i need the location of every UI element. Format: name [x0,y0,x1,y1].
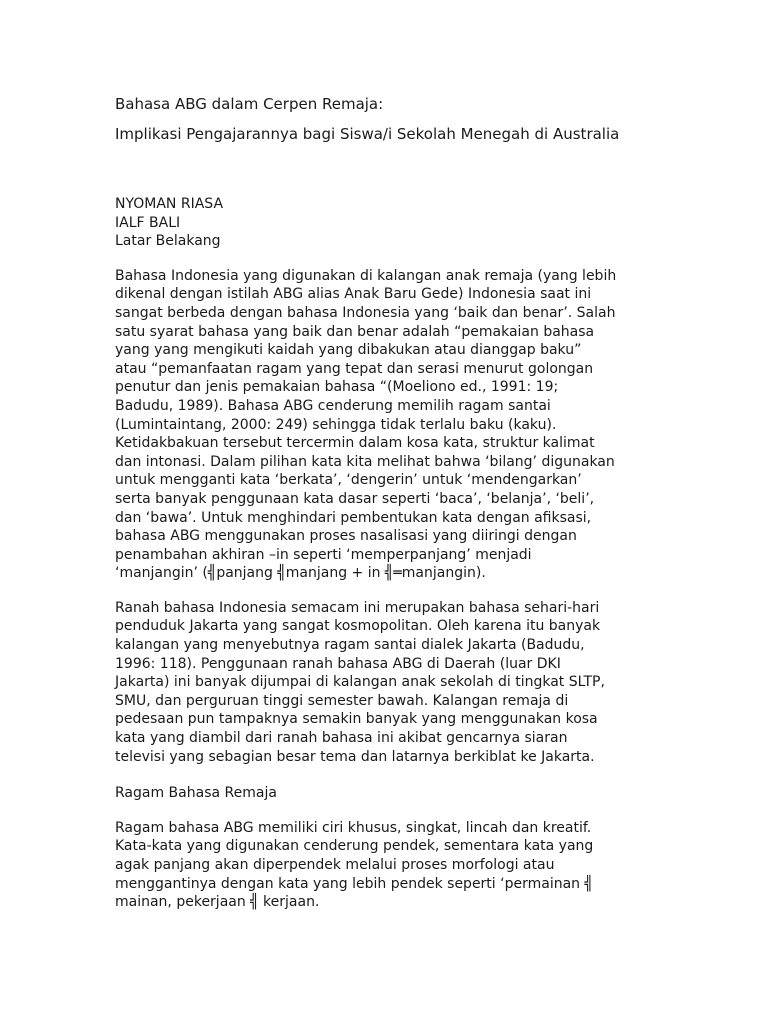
paragraph-line: kalangan yang menyebutnya ragam santai dialek Jakarta (Badudu, [115,637,585,654]
paragraph-line: ‘manjangin’ (╣panjang ╣manjang + in ╣═manjangin). [115,565,486,582]
paragraph-line: (Lumintaintang, 2000: 249) sehingga tidak terlalu baku (kaku). [115,416,557,433]
author-affiliation: IALF BALI [115,214,181,231]
paragraph-line: 1996: 118). Penggunaan ranah bahasa ABG di Daerah (luar DKI [115,655,561,672]
paragraph-line: sangat berbeda dengan bahasa Indonesia yang ‘baik dan benar’. Salah [115,304,616,321]
paragraph-line: Ranah bahasa Indonesia semacam ini merupakan bahasa sehari-hari [115,599,600,616]
paragraph-line: Badudu, 1989). Bahasa ABG cenderung memilih ragam santai [115,397,551,414]
document-title: Bahasa ABG dalam Cerpen Remaja: [115,95,384,113]
paragraph-1 [115,267,675,583]
paragraph-line: yang yang mengikuti kaidah yang dibakukan atau dianggap baku” [115,342,582,359]
paragraph-2 [115,599,675,766]
author-name: NYOMAN RIASA [115,196,224,212]
paragraph-line: penambahan akhiran –in seperti ‘memperpanjang’ menjadi [115,546,532,563]
paragraph-line: Bahasa Indonesia yang digunakan di kalangan anak remaja (yang lebih [115,267,617,284]
section-heading-latar-belakang: Latar Belakang [115,233,221,250]
author-block [115,195,675,251]
paragraph-line: menggantinya dengan kata yang lebih pendek seperti ‘permainan ╣ [115,875,593,892]
paragraph-line: Ketidakbakuan tersebut tercermin dalam kosa kata, struktur kalimat [115,435,595,452]
section-heading-ragam-bahasa-remaja: Ragam Bahasa Remaja [115,785,277,802]
paragraph-line: agak panjang akan diperpendek melalui proses morfologi atau [115,857,555,873]
paragraph-line: dan ‘bawa’. Untuk menghindari pembentukan kata dengan afiksasi, [115,509,592,526]
paragraph-line: dikenal dengan istilah ABG alias Anak Baru Gede) Indonesia saat ini [115,286,592,303]
paragraph-line: Kata-kata yang digunakan cenderung pendek, sementara kata yang [115,838,594,855]
paragraph-line: atau “pemanfaatan ragam yang tepat dan serasi menurut golongan [115,360,594,377]
paragraph-line: serta banyak penggunaan kata dasar seperti ‘baca’, ‘belanja’, ‘beli’, [115,490,595,507]
document-page [115,93,675,912]
paragraph-line: satu syarat bahasa yang baik dan benar adalah “pemakaian bahasa [115,323,595,340]
paragraph-line: penutur dan jenis pemakaian bahasa “(Moeliono ed., 1991: 19; [115,379,559,396]
paragraph-3 [115,819,675,912]
paragraph-line: untuk mengganti kata ‘berkata’, ‘dengerin’ untuk ‘mendengarkan’ [115,472,582,489]
paragraph-line: pedesaan pun tampaknya semakin banyak yang menggunakan kosa [115,711,598,728]
paragraph-line: kata yang diambil dari ranah bahasa ini akibat gencarnya siaran [115,730,568,747]
paragraph-line: televisi yang sebagian besar tema dan latarnya berkiblat ke Jakarta. [115,748,595,765]
paragraph-line: bahasa ABG menggunakan proses nasalisasi yang diiringi dengan [115,528,577,545]
paragraph-line: SMU, dan perguruan tinggi semester bawah. Kalangan remaja di [115,692,569,709]
paragraph-line: Ragam bahasa ABG memiliki ciri khusus, singkat, lincah dan kreatif. [115,819,592,836]
paragraph-line: mainan, pekerjaan ╣ kerjaan. [115,894,320,911]
paragraph-line: Jakarta) ini banyak dijumpai di kalangan anak sekolah di tingkat SLTP, [115,674,605,691]
paragraph-line: dan intonasi. Dalam pilihan kata kita melihat bahwa ‘bilang’ digunakan [115,453,615,470]
document-subtitle: Implikasi Pengajarannya bagi Siswa/i Sekolah Menegah di Australia [115,125,620,143]
paragraph-line: penduduk Jakarta yang sangat kosmopolitan. Oleh karena itu banyak [115,618,601,635]
